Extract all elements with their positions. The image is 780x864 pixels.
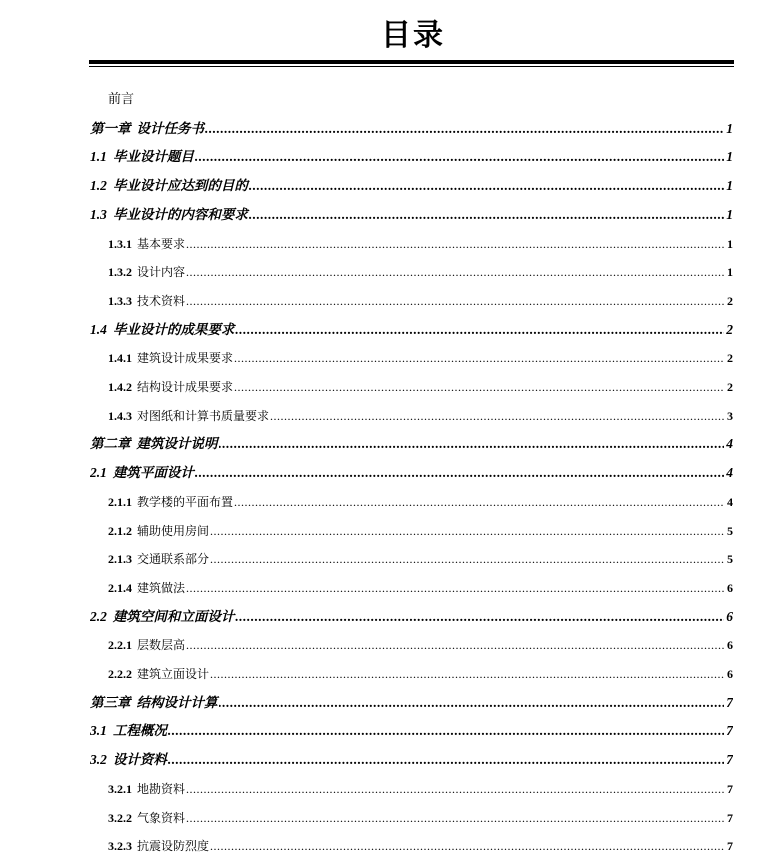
toc-entry-number: 1.3.1 <box>108 236 132 251</box>
toc-entry[interactable] <box>90 603 733 632</box>
toc-entry-number: 1.3 <box>90 206 107 222</box>
toc-entry-title: 技术资料 <box>137 293 186 308</box>
toc-page-number: 1 <box>726 149 733 165</box>
toc-entry-number: 2.1.4 <box>108 580 132 595</box>
toc-page-number: 2 <box>727 351 733 366</box>
toc-entry-label <box>108 660 209 689</box>
toc-entry[interactable] <box>108 804 733 833</box>
toc-entry-label <box>108 804 185 833</box>
toc-entry-number: 1.3.2 <box>108 265 132 280</box>
toc-dot-leader <box>249 201 724 230</box>
toc-entry-title: 对图纸和计算书质量要求 <box>137 408 270 423</box>
toc-entry[interactable] <box>108 344 733 373</box>
toc-entry-title: 建筑空间和立面设计 <box>112 608 235 625</box>
toc-entry-label <box>108 344 233 373</box>
toc-dot-leader <box>186 631 724 660</box>
toc-entry[interactable] <box>90 143 733 172</box>
toc-dot-leader <box>210 545 724 574</box>
toc-page-number: 2 <box>727 380 733 394</box>
toc-entry-number: 1.4.3 <box>108 408 132 423</box>
toc-page-number: 1 <box>726 178 733 194</box>
toc-entry-title: 基本要求 <box>137 236 186 251</box>
toc-entry-number: 3.2.1 <box>108 781 132 796</box>
toc-entry-label <box>90 316 234 345</box>
toc-entry[interactable] <box>108 373 733 402</box>
toc-entry-number: 1.1 <box>90 149 107 165</box>
toc-entry-label <box>108 488 233 517</box>
toc-dot-leader <box>195 143 724 172</box>
toc-entry[interactable] <box>108 258 733 287</box>
toc-dot-leader <box>186 574 724 603</box>
toc-entry-number: 1.4.2 <box>108 380 132 394</box>
toc-entry-label <box>108 832 209 861</box>
toc-entry[interactable] <box>90 689 733 718</box>
toc-entry-label <box>108 574 185 603</box>
toc-dot-leader <box>186 804 724 833</box>
toc-dot-leader <box>234 373 724 402</box>
toc-entry-label <box>90 430 218 459</box>
toc-entry[interactable] <box>108 832 733 861</box>
toc-entry[interactable] <box>90 115 733 144</box>
toc-page-number: 2 <box>727 293 733 308</box>
toc-entry[interactable] <box>108 775 733 804</box>
toc-entry-label <box>108 402 269 431</box>
toc-entry-title: 交通联系部分 <box>137 552 210 567</box>
toc-entry[interactable] <box>90 172 733 201</box>
toc-page-number: 7 <box>726 694 733 710</box>
toc-entry-label <box>108 631 185 660</box>
toc-dot-leader <box>205 115 724 144</box>
toc-entry-title: 设计内容 <box>137 265 186 280</box>
toc-entry-label <box>90 115 204 144</box>
toc-entry-label <box>108 517 209 546</box>
toc-entry[interactable] <box>108 574 733 603</box>
toc-page-number: 6 <box>727 638 733 653</box>
toc-entry-label <box>108 287 185 316</box>
toc-entry-number: 第二章 <box>90 436 131 452</box>
toc-entry-title: 地勘资料 <box>137 781 186 796</box>
toc-page-number: 6 <box>726 608 733 624</box>
toc-entry-number: 2.1.1 <box>108 494 132 509</box>
toc-entry-title: 毕业设计题目 <box>112 149 194 166</box>
toc-page-number: 5 <box>727 552 733 567</box>
toc-entry-title: 毕业设计的内容和要求 <box>112 206 248 223</box>
toc-entry-title: 结构设计计算 <box>136 694 218 711</box>
toc-entry-number: 3.2 <box>90 752 107 768</box>
toc-entry-number: 1.2 <box>90 178 107 194</box>
toc-dot-leader <box>195 459 724 488</box>
toc-entry-title: 教学楼的平面布置 <box>137 494 234 509</box>
toc-entry-label <box>90 717 167 746</box>
toc-page-number: 7 <box>726 723 733 739</box>
toc-entry[interactable] <box>90 717 733 746</box>
toc-dot-leader <box>235 316 724 345</box>
toc-entry-title: 设计资料 <box>112 752 167 769</box>
toc-dot-leader <box>234 344 724 373</box>
toc-entry-number: 2.2.2 <box>108 667 132 681</box>
toc-entry-label <box>90 746 167 775</box>
toc-page-number: 7 <box>727 810 733 825</box>
toc-dot-leader <box>186 775 724 804</box>
toc-entry-title: 建筑设计成果要求 <box>137 351 234 366</box>
toc-page-number: 2 <box>726 321 733 337</box>
toc-entry-title: 建筑设计说明 <box>136 436 218 453</box>
toc-entry[interactable] <box>108 488 733 517</box>
toc-dot-leader <box>168 746 724 775</box>
toc-entry-title: 建筑做法 <box>137 580 186 595</box>
toc-page-number: 6 <box>727 580 733 595</box>
toc-page-number: 7 <box>727 781 733 796</box>
toc-entry-label <box>90 201 248 230</box>
toc-page-number: 3 <box>727 408 733 423</box>
toc-entry-number: 1.4 <box>90 321 107 337</box>
toc-entry-label <box>90 172 248 201</box>
page-title: 目录 <box>381 18 445 53</box>
toc-entry-number: 2.2 <box>90 608 107 624</box>
toc-page-number: 4 <box>726 436 733 452</box>
toc-entry-number: 3.2.2 <box>108 810 132 825</box>
toc-entry-number: 1.4.1 <box>108 351 132 366</box>
toc-entry-number: 第一章 <box>90 120 131 136</box>
toc-page-number: 4 <box>727 494 733 509</box>
toc-entry-label <box>90 143 194 172</box>
toc-entry-label <box>90 603 234 632</box>
toc-entry[interactable] <box>90 430 733 459</box>
toc-entry-title: 毕业设计的成果要求 <box>112 321 235 338</box>
toc-entry-label <box>108 775 185 804</box>
toc-entry-title: 毕业设计应达到的目的 <box>112 178 248 195</box>
toc-entry-number: 3.1 <box>90 723 107 739</box>
toc-dot-leader <box>186 230 724 259</box>
toc-entry-number: 2.1 <box>90 465 107 481</box>
toc-entry-label <box>90 459 194 488</box>
toc-page-number: 5 <box>727 523 733 538</box>
toc-entry[interactable] <box>90 201 733 230</box>
toc-entry-title: 辅助使用房间 <box>137 523 210 538</box>
toc-entry-number: 2.1.2 <box>108 523 132 538</box>
toc-entry-title: 结构设计成果要求 <box>137 380 234 394</box>
toc-entry-number: 3.2.3 <box>108 839 132 854</box>
toc-entry[interactable] <box>90 746 733 775</box>
toc-entry-title: 前言 <box>108 92 135 107</box>
toc-entry-label <box>108 373 233 402</box>
toc-entry[interactable] <box>90 316 733 345</box>
toc-dot-leader <box>186 287 724 316</box>
toc-dot-leader <box>168 717 724 746</box>
toc-entry[interactable] <box>108 660 733 689</box>
toc-entry-number: 2.2.1 <box>108 638 132 653</box>
toc-entry[interactable] <box>108 545 733 574</box>
toc-entry[interactable] <box>108 287 733 316</box>
toc-entry-label <box>108 86 134 115</box>
toc-page-number: 1 <box>727 265 733 280</box>
toc-entry-title: 层数层高 <box>137 638 186 653</box>
toc-dot-leader <box>210 660 724 689</box>
toc-dot-leader <box>210 832 724 861</box>
toc-entry-label <box>108 545 209 574</box>
toc-entry-number: 第三章 <box>90 694 131 710</box>
toc-entry-title: 工程概况 <box>112 723 167 740</box>
toc-entry[interactable] <box>108 230 733 259</box>
toc-dot-leader <box>235 603 724 632</box>
toc-page-number: 6 <box>727 667 733 681</box>
toc-page-number: 1 <box>726 120 733 136</box>
toc-entry-title: 设计任务书 <box>136 120 204 137</box>
toc-dot-leader <box>186 258 724 287</box>
toc-entry-number: 1.3.3 <box>108 293 132 308</box>
toc-dot-leader <box>270 402 724 431</box>
toc-page-number: 7 <box>726 752 733 768</box>
toc-entry-title: 建筑平面设计 <box>112 465 194 482</box>
toc-dot-leader <box>219 430 725 459</box>
toc-entry-label <box>108 258 185 287</box>
toc-entry-preface[interactable] <box>108 86 308 115</box>
toc-entry-label <box>90 689 218 718</box>
title-rule-thin <box>89 66 734 67</box>
toc-entry[interactable] <box>108 402 733 431</box>
toc-entry[interactable] <box>108 517 733 546</box>
toc-page-number: 7 <box>727 839 733 854</box>
title-rule-thick <box>89 60 734 64</box>
toc-dot-leader <box>219 689 725 718</box>
toc-page-number: 1 <box>726 206 733 222</box>
toc-dot-leader <box>210 517 724 546</box>
toc-entry[interactable] <box>108 631 733 660</box>
toc-entry-title: 气象资料 <box>137 810 186 825</box>
toc-entry-number: 2.1.3 <box>108 552 132 567</box>
toc-entry-title: 建筑立面设计 <box>137 667 210 681</box>
toc-entry[interactable] <box>90 459 733 488</box>
toc-dot-leader <box>234 488 724 517</box>
toc-page-number: 4 <box>726 465 733 481</box>
toc-dot-leader <box>249 172 724 201</box>
toc-page-number: 1 <box>727 236 733 251</box>
toc-entry-label <box>108 230 185 259</box>
toc-entry-title: 抗震设防烈度 <box>137 839 210 854</box>
